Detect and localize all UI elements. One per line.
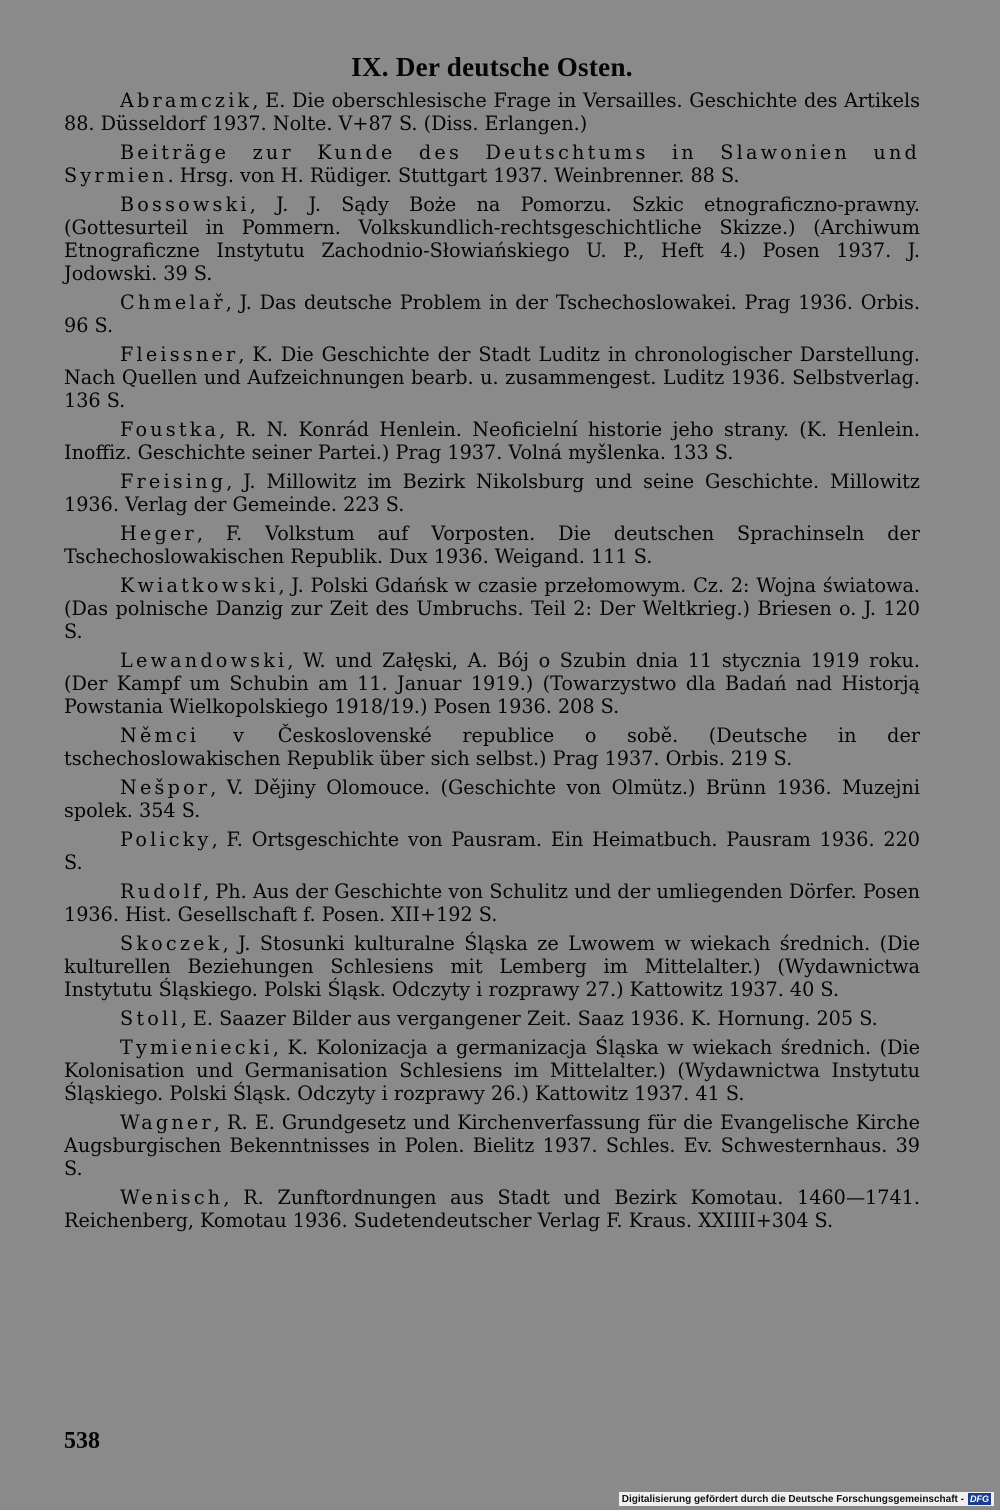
- bibliography-entry: [64, 724, 920, 770]
- entry-details: , J. J. Sądy Boże na Pomorzu. Szkic etnograficzno-prawny. (Gottesurteil in Pommern. Volkskundlich-rechtsgeschichtliche Skizze.) (Archiwum Etnograficzne Instytutu Zachodnio-Słowiańskiego U. P., Heft 4.) Posen 1937. J. Jodowski. 39 S.: [64, 193, 920, 285]
- entry-author: Nešpor: [120, 776, 211, 799]
- entry-author: Wagner: [120, 1111, 214, 1134]
- entry-author: Rudolf: [120, 880, 204, 903]
- entry-details: , J. Polski Gdańsk w czasie przełomowym. Cz. 2: Wojna światowa. (Das polnische Danzig zur Zeit des Umbruchs. Teil 2: Der Weltkrieg.) Briesen o. J. 120 S.: [64, 574, 920, 643]
- bibliography-entry: [64, 141, 920, 187]
- entry-author: Němci v: [120, 724, 248, 747]
- entry-author: Tymieniecki: [120, 1036, 273, 1059]
- digitization-footer: [619, 1492, 994, 1506]
- entry-details: , F. Volkstum auf Vorposten. Die deutschen Sprachinseln der Tschechoslowakischen Republik. Dux 1936. Weigand. 111 S.: [64, 522, 920, 568]
- entry-author: Heger: [120, 522, 197, 545]
- entry-details: , J. Das deutsche Problem in der Tschechoslowakei. Prag 1936. Orbis. 96 S.: [64, 291, 920, 337]
- entry-author: Foustka: [120, 418, 220, 441]
- bibliography-entry: [64, 828, 920, 874]
- bibliography-entry: [64, 343, 920, 412]
- bibliography-entry: [64, 1036, 920, 1105]
- bibliography-entry: [64, 649, 920, 718]
- bibliography-entry: [64, 522, 920, 568]
- entry-author: Policky: [120, 828, 212, 851]
- entry-details: , V. Dějiny Olomouce. (Geschichte von Olmütz.) Brünn 1936. Muzejni spolek. 354 S.: [64, 776, 920, 822]
- bibliography-entry: [64, 1007, 920, 1030]
- dfg-logo: DFG: [970, 1494, 989, 1504]
- entry-details: , K. Kolonizacja a germanizacja Śląska w wiekach średnich. (Die Kolonisation und Germanisation Schlesiens im Mittelalter.) (Wydawnictwa Instytutu Śląskiego. Polski Śląsk. Odczyty i rozprawy 26.) Kattowitz 1937. 41 S.: [64, 1036, 920, 1105]
- footer-text: Digitalisierung gefördert durch die Deutsche Forschungsgemeinschaft -: [621, 1493, 964, 1505]
- entry-author: Lewandowski: [120, 649, 288, 672]
- bibliography-list: [64, 89, 920, 1232]
- entry-author: Chmelař: [120, 291, 226, 314]
- entry-details: , J. Millowitz im Bezirk Nikolsburg und seine Geschichte. Millowitz 1936. Verlag der Gemeinde. 223 S.: [64, 470, 920, 516]
- entry-author: Fleissner: [120, 343, 239, 366]
- entry-details: , K. Die Geschichte der Stadt Luditz in chronologischer Darstellung. Nach Quellen und Aufzeichnungen bearb. u. zusammengest. Luditz 1936. Selbstverlag. 136 S.: [64, 343, 920, 412]
- entry-author: Beiträge zur Kunde des Deutschtums in Slawonien und Syrmien: [64, 141, 920, 187]
- entry-author: Kwiatkowski: [120, 574, 279, 597]
- entry-details: Československé republice o sobě. (Deutsche in der tschechoslowakischen Republik über sich selbst.) Prag 1937. Orbis. 219 S.: [64, 724, 920, 770]
- bibliography-entry: [64, 89, 920, 135]
- entry-author: Stoll: [120, 1007, 181, 1030]
- bibliography-entry: [64, 776, 920, 822]
- entry-details: , W. und Załęski, A. Bój o Szubin dnia 11 stycznia 1919 roku. (Der Kampf um Schubin am 11. Januar 1919.) (Towarzystwo dla Badań nad Historją Powstania Wielkopolskiego 1918/19.) Posen 1936. 208 S.: [64, 649, 920, 718]
- page-content: [64, 52, 920, 1238]
- bibliography-entry: [64, 1111, 920, 1180]
- entry-details: , R. Zunftordnungen aus Stadt und Bezirk Komotau. 1460—1741. Reichenberg, Komotau 1936. Sudetendeutscher Verlag F. Kraus. XXIIII+304 S.: [64, 1186, 920, 1232]
- bibliography-entry: [64, 291, 920, 337]
- entry-details: , Ph. Aus der Geschichte von Schulitz und der umliegenden Dörfer. Posen 1936. Hist. Gesellschaft f. Posen. XII+192 S.: [64, 880, 920, 926]
- section-title: IX. Der deutsche Osten.: [351, 52, 633, 82]
- entry-author: Bossowski: [120, 193, 250, 216]
- bibliography-entry: [64, 470, 920, 516]
- bibliography-entry: [64, 1186, 920, 1232]
- entry-author: Wenisch: [120, 1186, 224, 1209]
- entry-details: , E. Die oberschlesische Frage in Versailles. Geschichte des Artikels 88. Düsseldorf 1937. Nolte. V+87 S. (Diss. Erlangen.): [64, 89, 920, 135]
- bibliography-entry: [64, 932, 920, 1001]
- entry-details: , R. E. Grundgesetz und Kirchenverfassung für die Evangelische Kirche Augsburgischen Bekenntnisses in Polen. Bielitz 1937. Schles. Ev. Schwesternhaus. 39 S.: [64, 1111, 920, 1180]
- bibliography-entry: [64, 418, 920, 464]
- entry-details: , J. Stosunki kulturalne Śląska ze Lwowem w wiekach średnich. (Die kulturellen Beziehungen Schlesiens mit Lemberg im Mittelalter.) (Wydawnictwa Instytutu Śląskiego. Polski Śląsk. Odczyty i rozprawy 27.) Kattowitz 1937. 40 S.: [64, 932, 920, 1001]
- bibliography-entry: [64, 193, 920, 285]
- entry-details: , R. N. Konrád Henlein. Neoficielní historie jeho strany. (K. Henlein. Inoffiz. Geschichte seiner Partei.) Prag 1937. Volná myšlenka. 133 S.: [64, 418, 920, 464]
- entry-details: , E. Saazer Bilder aus vergangener Zeit. Saaz 1936. K. Hornung. 205 S.: [180, 1007, 878, 1030]
- bibliography-entry: [64, 880, 920, 926]
- entry-author: Skoczek: [120, 932, 223, 955]
- entry-details: . Hrsg. von H. Rüdiger. Stuttgart 1937. Weinbrenner. 88 S.: [167, 164, 740, 187]
- entry-author: Abramczik: [120, 89, 253, 112]
- bibliography-entry: [64, 574, 920, 643]
- entry-details: , F. Ortsgeschichte von Pausram. Ein Heimatbuch. Pausram 1936. 220 S.: [64, 828, 920, 874]
- entry-author: Freising: [120, 470, 227, 493]
- page-number: 538: [64, 1428, 100, 1454]
